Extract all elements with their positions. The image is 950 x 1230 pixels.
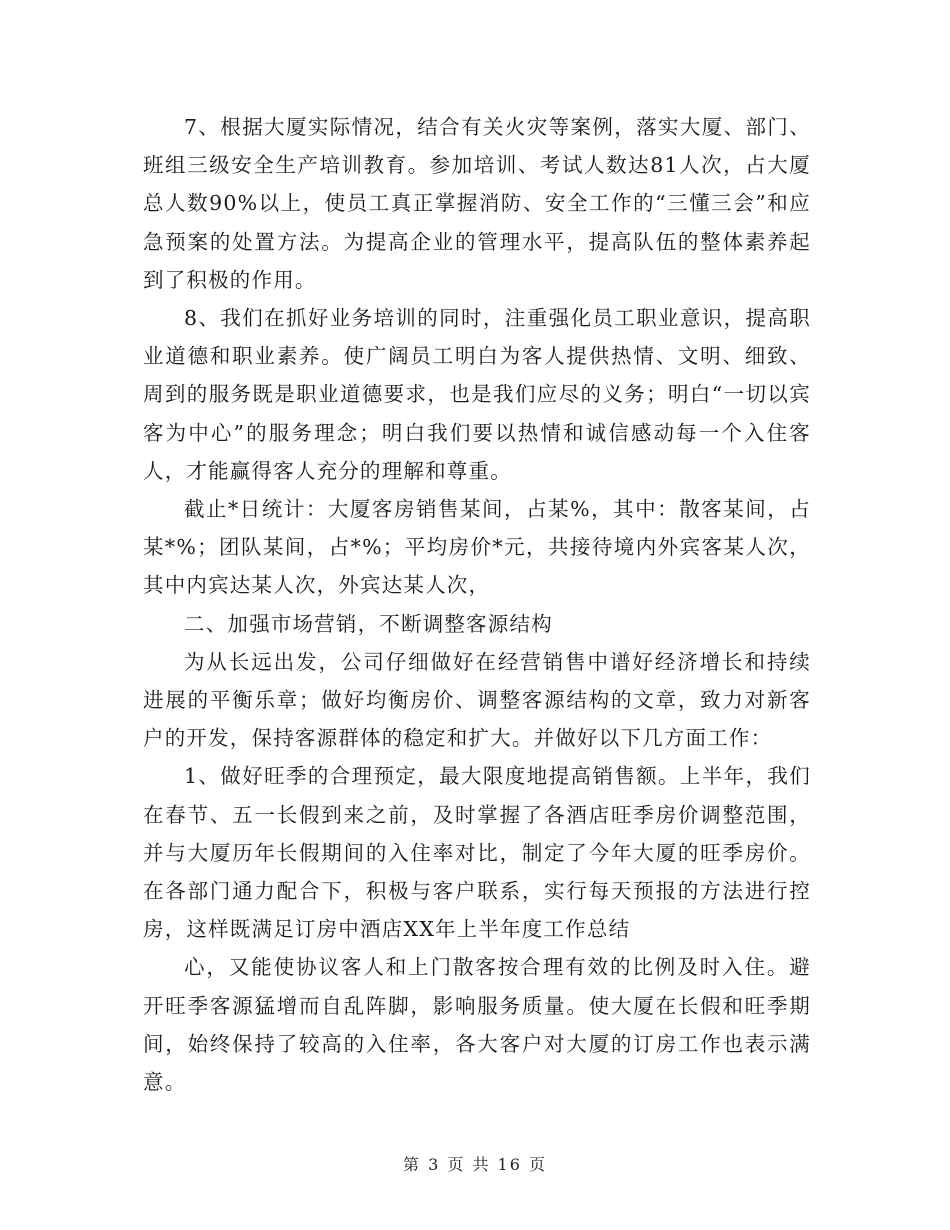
section-heading-marketing: 二、加强市场营销，不断调整客源结构: [184, 611, 553, 636]
document-body: [143, 108, 811, 1101]
paragraph-peak-season-result: 心，又能使协议客人和上门散客按合理有效的比例及时入住。避开旺季客源猛增而自乱阵脚，影响服务质量。使大厦在长假和旺季期间，始终保持了较高的入住率，各大客户对大厦的订房工作也表示满意。: [143, 955, 811, 1095]
paragraph-professional-ethics: 8、我们在抓好业务培训的同时，注重强化员工职业意识，提高职业道德和职业素养。使广阔员工明白为客人提供热情、文明、细致、周到的服务既是职业道德要求，也是我们应尽的义务；明白“一切以宾客为中心”的服务理念；明白我们要以热情和诚信感动每一个入住客人，才能赢得客人充分的理解和尊重。: [143, 306, 811, 483]
paragraph-statistics: 截止*日统计：大厦客房销售某间，占某%，其中：散客某间，占某*%；团队某间，占*%；平均房价*元，共接待境内外宾客某人次，其中内宾达某人次，外宾达某人次，: [143, 497, 811, 598]
paragraph-peak-season-booking: 1、做好旺季的合理预定，最大限度地提高销售额。上半年，我们在春节、五一长假到来之前，及时掌握了各酒店旺季房价调整范围，并与大厦历年长假期间的入住率对比，制定了今年大厦的旺季房价。在各部门通力配合下，积极与客户联系，实行每天预报的方法进行控房，这样既满足订房中酒店XX年上半年度工作总结: [143, 764, 811, 942]
paragraph-long-term-strategy: 为从长远出发，公司仔细做好在经营销售中谱好经济增长和持续进展的平衡乐章；做好均衡房价、调整客源结构的文章，致力对新客户的开发，保持客源群体的稳定和扩大。并做好以下几方面工作：: [143, 649, 811, 751]
paragraph-safety-training: 7、根据大厦实际情况，结合有关火灾等案例，落实大厦、部门、班组三级安全生产培训教育。参加培训、考试人数达81人次，占大厦总人数90%以上，使员工真正掌握消防、安全工作的“三懂三会”和应急预案的处置方法。为提高企业的管理水平，提高队伍的整体素养起到了积极的作用。: [143, 115, 811, 292]
page-number-footer: 第 3 页 共 16 页: [403, 1155, 547, 1174]
